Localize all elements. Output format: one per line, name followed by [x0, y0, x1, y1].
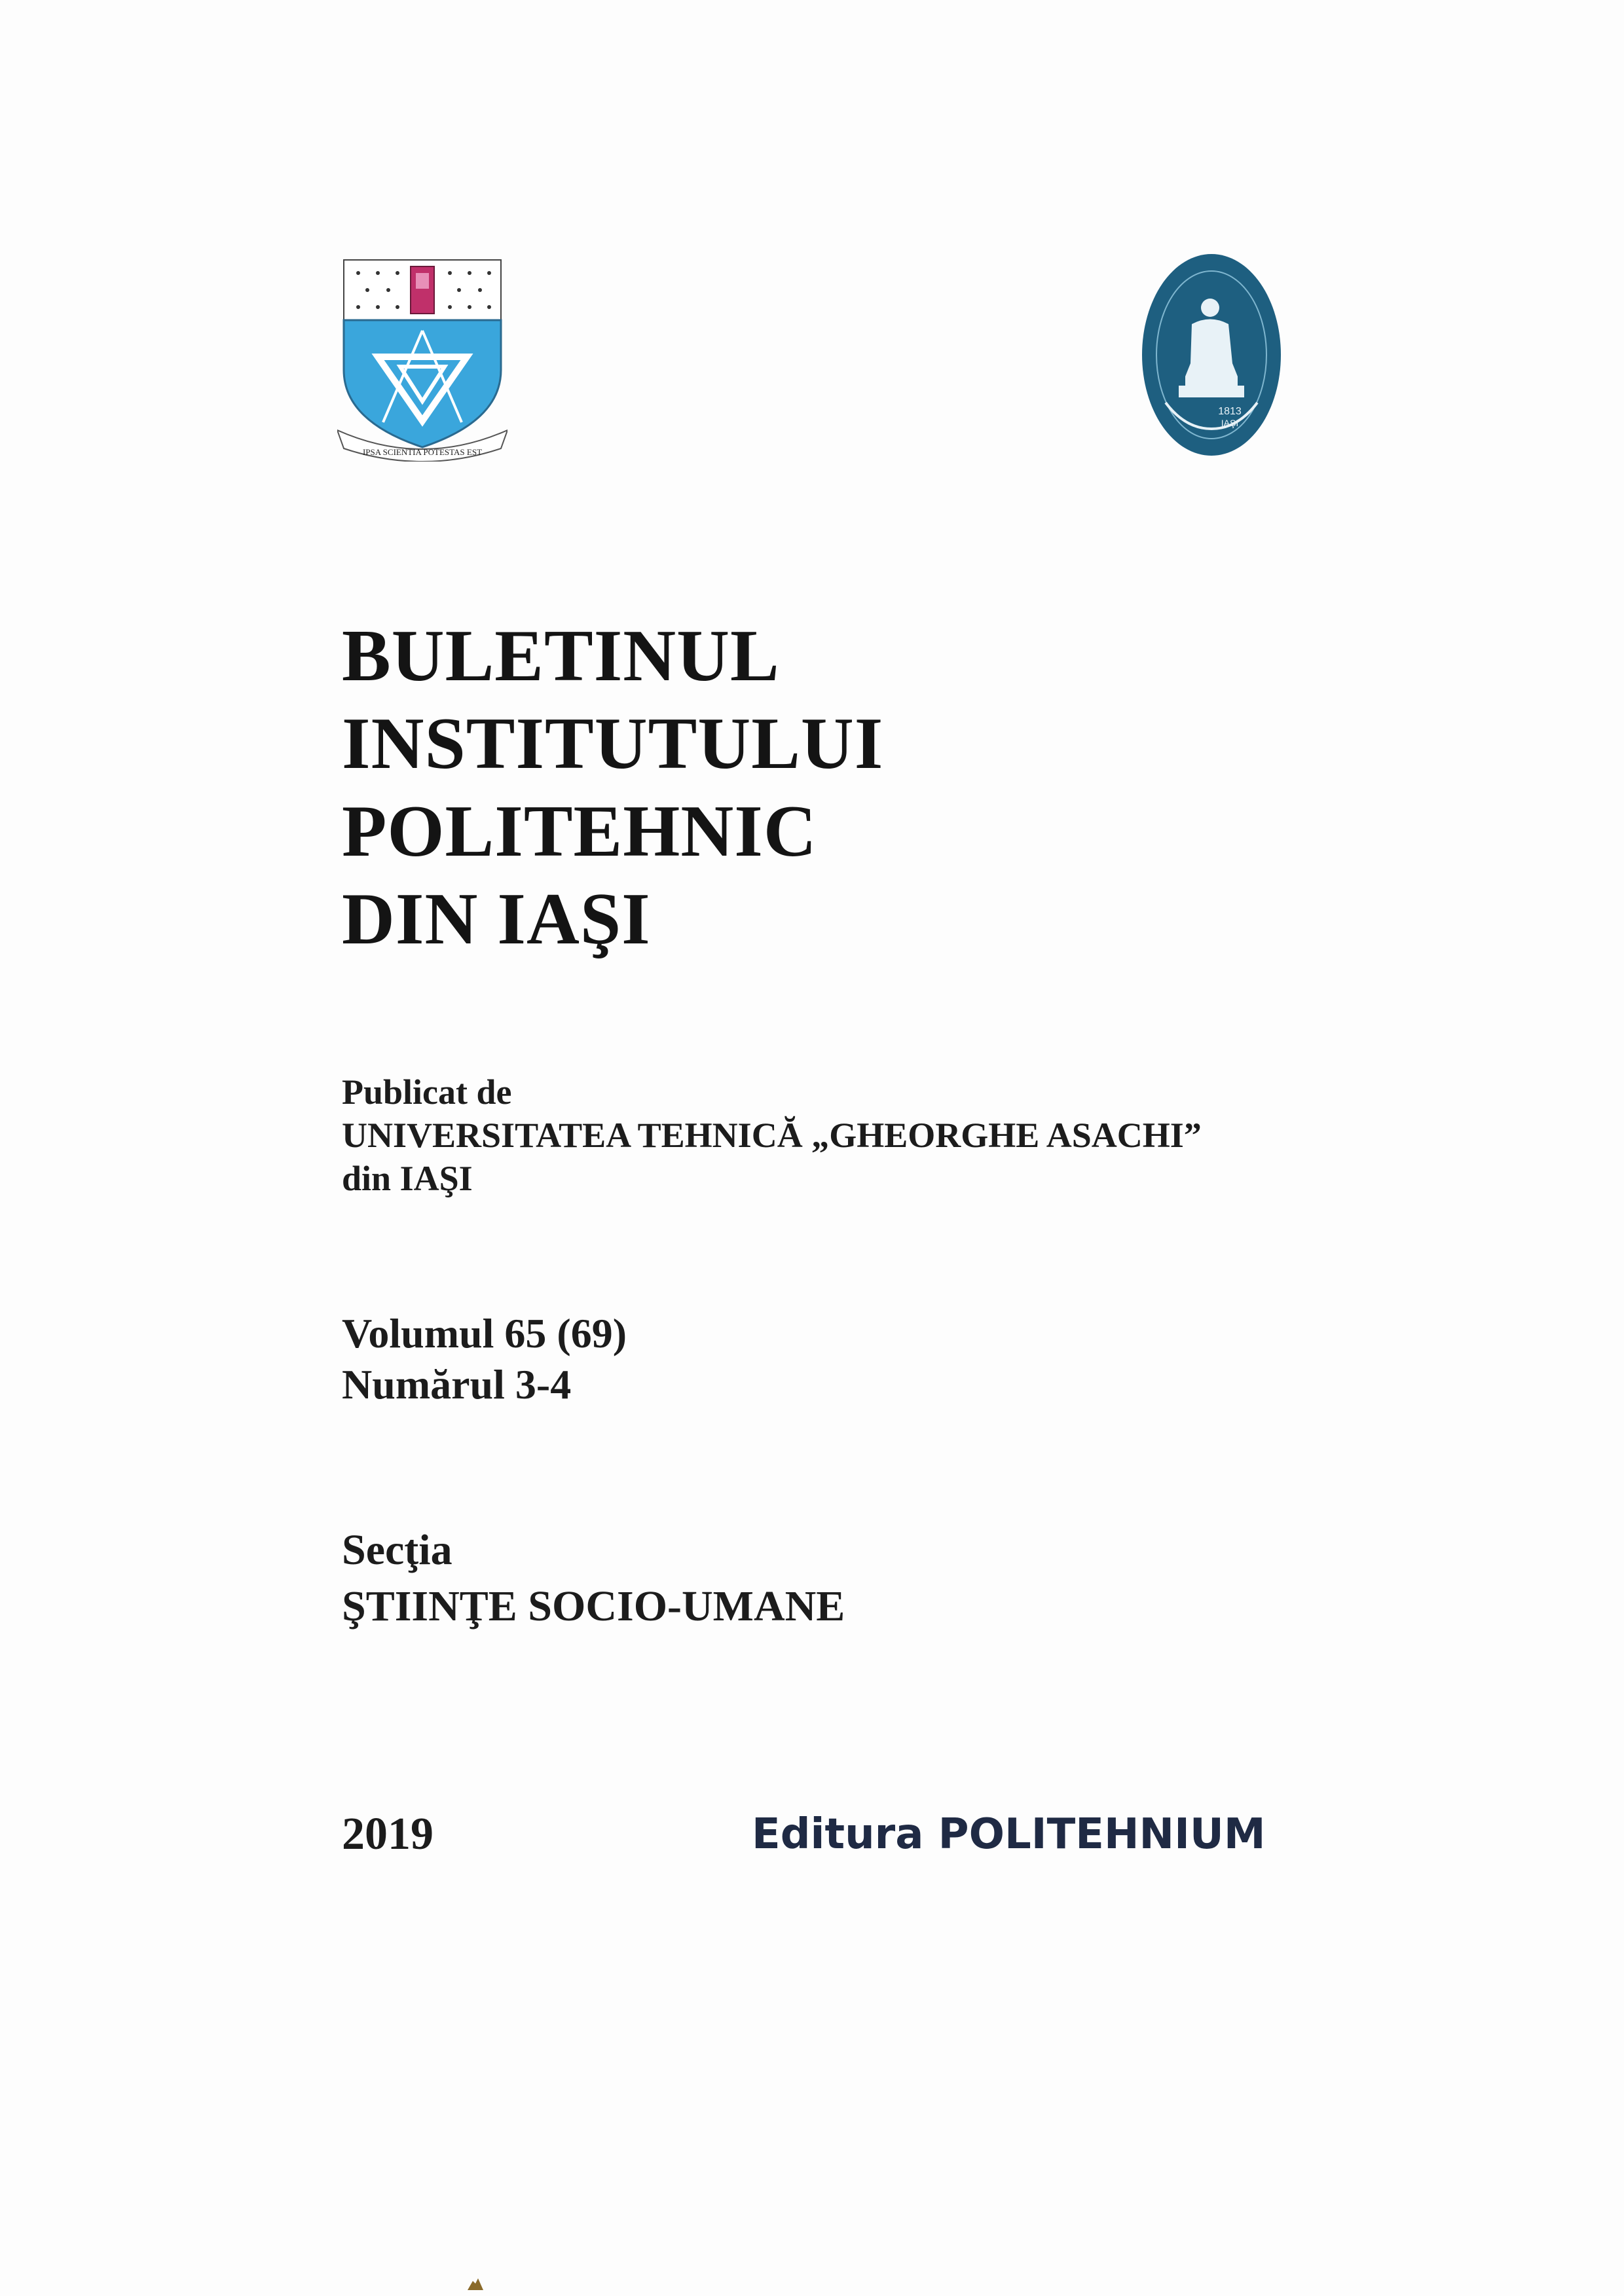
publisher-info — [342, 1070, 1202, 1200]
university-name: UNIVERSITATEA TEHNICĂ „GHEORGHE ASACHI” — [342, 1116, 1202, 1155]
volume-info — [342, 1308, 627, 1410]
title-line-4: DIN IAŞI — [342, 879, 651, 960]
title-line-2: INSTITUTULUI — [342, 703, 884, 784]
section-name: ŞTIINŢE SOCIO-UMANE — [342, 1582, 845, 1630]
volume-number: Volumul 65 (69) — [342, 1310, 627, 1357]
issue-number: Numărul 3-4 — [342, 1361, 572, 1408]
medallion-year: 1813 — [1218, 406, 1242, 417]
published-by-label: Publicat de — [342, 1072, 512, 1112]
journal-title — [342, 612, 883, 963]
scan-speck-icon — [466, 2277, 485, 2291]
publication-year: 2019 — [342, 1809, 434, 1859]
university-coat-of-arms-icon — [337, 259, 507, 462]
section-info — [342, 1522, 845, 1635]
medallion-city: IAŞI — [1221, 418, 1239, 428]
section-label: Secţia — [342, 1526, 452, 1574]
publisher-name: Editura POLITEHNIUM — [752, 1810, 1266, 1859]
title-line-3: POLITEHNIC — [342, 791, 817, 872]
coat-of-arms-motto: IPSA SCIENTIA POTESTAS EST — [362, 447, 483, 457]
university-city: din IAŞI — [342, 1159, 473, 1198]
title-line-1: BULETINUL — [342, 615, 780, 697]
university-medallion-icon — [1139, 252, 1283, 458]
